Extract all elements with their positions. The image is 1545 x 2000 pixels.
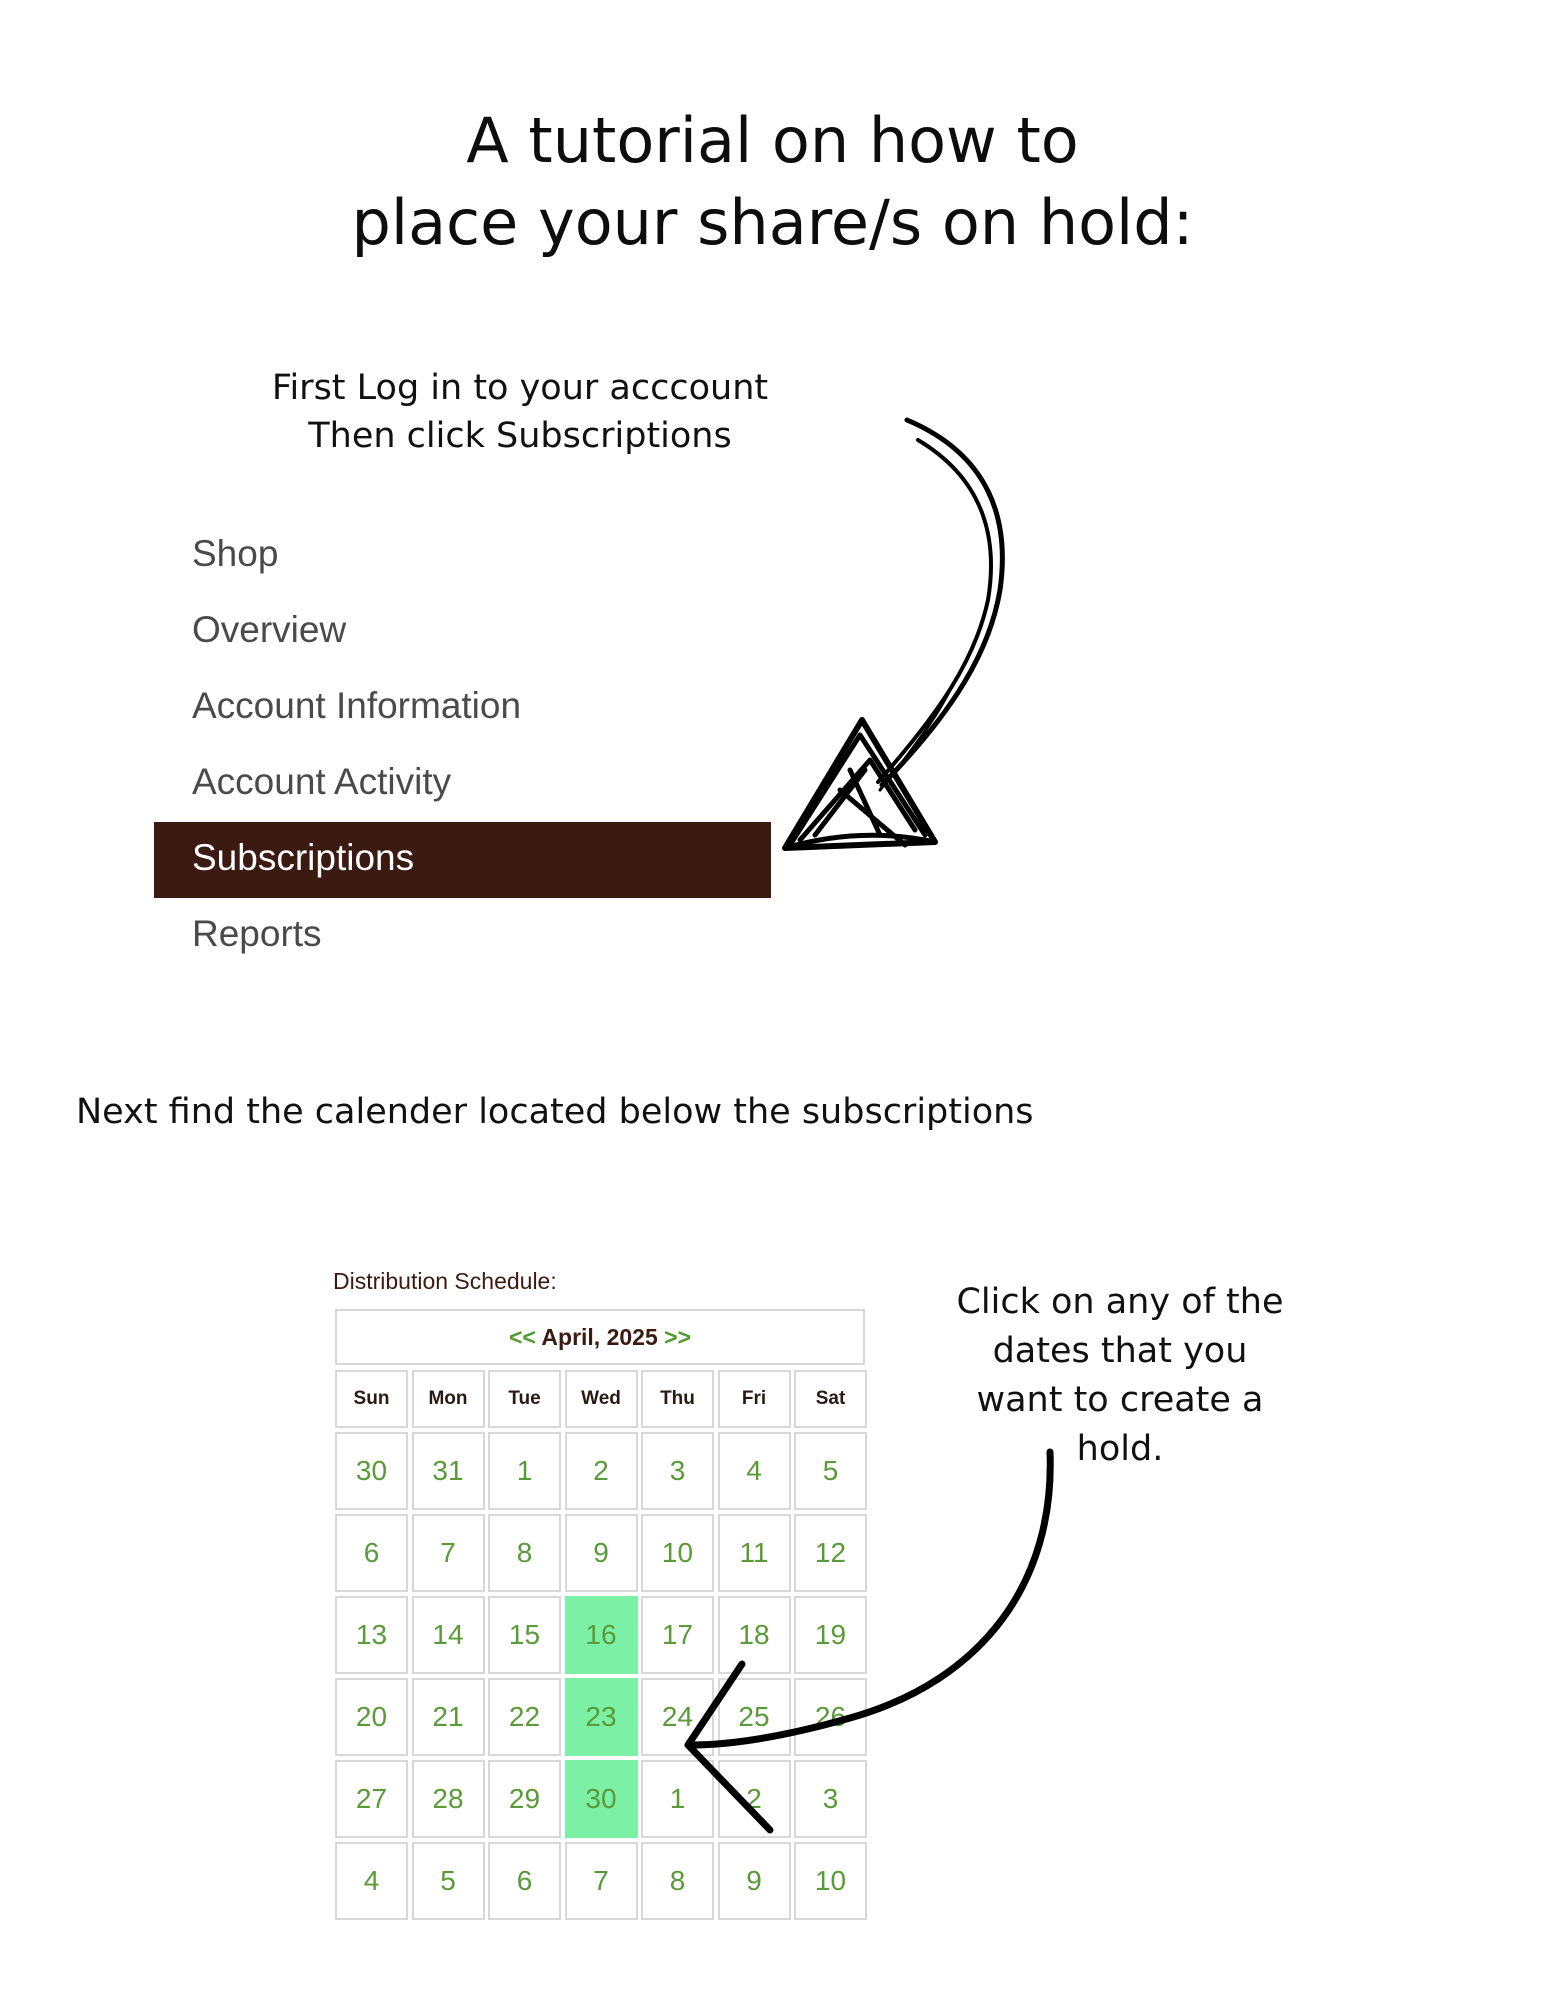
menu-item-reports[interactable]: Reports xyxy=(192,913,322,954)
calendar-day[interactable]: 17 xyxy=(641,1596,714,1674)
calendar-day-on-hold[interactable]: 23 xyxy=(565,1678,638,1756)
distribution-calendar xyxy=(335,1309,865,1920)
weekday-header: Wed xyxy=(565,1370,638,1428)
calendar-day[interactable]: 22 xyxy=(488,1678,561,1756)
calendar-day[interactable]: 1 xyxy=(641,1760,714,1838)
prev-month-link[interactable]: << xyxy=(508,1324,536,1350)
hand-drawn-arrow-icon xyxy=(785,420,1002,848)
weekday-header: Tue xyxy=(488,1370,561,1428)
calendar-day[interactable]: 25 xyxy=(718,1678,791,1756)
calendar-day[interactable]: 10 xyxy=(641,1514,714,1592)
calendar-day[interactable]: 20 xyxy=(335,1678,408,1756)
calendar-month-title: April, 2025 xyxy=(541,1324,658,1350)
menu-item-subscriptions[interactable]: Subscriptions xyxy=(154,822,771,898)
calendar-day-on-hold[interactable]: 16 xyxy=(565,1596,638,1674)
step-1-instruction xyxy=(230,364,810,460)
calendar-day[interactable]: 19 xyxy=(794,1596,867,1674)
calendar-day[interactable]: 5 xyxy=(794,1432,867,1510)
step-3-line-1: Click on any of the xyxy=(956,1282,1284,1322)
calendar-day[interactable]: 7 xyxy=(412,1514,485,1592)
calendar-day[interactable]: 28 xyxy=(412,1760,485,1838)
distribution-schedule-label: Distribution Schedule: xyxy=(333,1268,557,1294)
step-1-line-1: First Log in to your acccount xyxy=(271,368,769,408)
calendar-day[interactable]: 6 xyxy=(335,1514,408,1592)
calendar-grid xyxy=(335,1370,865,1920)
calendar-day[interactable]: 8 xyxy=(488,1514,561,1592)
next-month-link[interactable]: >> xyxy=(664,1324,692,1350)
step-3-instruction xyxy=(940,1278,1300,1474)
calendar-day[interactable]: 9 xyxy=(718,1842,791,1920)
account-menu xyxy=(154,518,771,974)
calendar-day[interactable]: 29 xyxy=(488,1760,561,1838)
weekday-header: Fri xyxy=(718,1370,791,1428)
calendar-day[interactable]: 13 xyxy=(335,1596,408,1674)
calendar-day[interactable]: 24 xyxy=(641,1678,714,1756)
page-title xyxy=(0,100,1545,264)
calendar-day[interactable]: 4 xyxy=(335,1842,408,1920)
calendar-day[interactable]: 7 xyxy=(565,1842,638,1920)
menu-item-overview[interactable]: Overview xyxy=(192,609,347,650)
weekday-header: Mon xyxy=(412,1370,485,1428)
step-2-instruction: Next find the calender located below the subscriptions xyxy=(76,1092,1034,1132)
calendar-header xyxy=(335,1309,865,1365)
calendar-day[interactable]: 2 xyxy=(565,1432,638,1510)
calendar-day[interactable]: 15 xyxy=(488,1596,561,1674)
weekday-header: Sat xyxy=(794,1370,867,1428)
title-line-1: A tutorial on how to xyxy=(466,104,1079,177)
calendar-day[interactable]: 9 xyxy=(565,1514,638,1592)
calendar-day[interactable]: 30 xyxy=(335,1432,408,1510)
calendar-day[interactable]: 3 xyxy=(641,1432,714,1510)
step-3-line-2: dates that you xyxy=(992,1331,1248,1371)
calendar-day[interactable]: 31 xyxy=(412,1432,485,1510)
calendar-day[interactable]: 18 xyxy=(718,1596,791,1674)
calendar-day[interactable]: 21 xyxy=(412,1678,485,1756)
step-1-line-2: Then click Subscriptions xyxy=(308,416,732,456)
weekday-header: Thu xyxy=(641,1370,714,1428)
calendar-day[interactable]: 10 xyxy=(794,1842,867,1920)
menu-item-account-activity[interactable]: Account Activity xyxy=(192,761,452,802)
calendar-day[interactable]: 8 xyxy=(641,1842,714,1920)
calendar-day[interactable]: 5 xyxy=(412,1842,485,1920)
calendar-day[interactable]: 1 xyxy=(488,1432,561,1510)
calendar-day[interactable]: 6 xyxy=(488,1842,561,1920)
title-line-2: place your share/s on hold: xyxy=(351,186,1194,259)
calendar-day[interactable]: 2 xyxy=(718,1760,791,1838)
calendar-day-on-hold[interactable]: 30 xyxy=(565,1760,638,1838)
menu-item-account-information[interactable]: Account Information xyxy=(192,685,522,726)
calendar-day[interactable]: 11 xyxy=(718,1514,791,1592)
calendar-day[interactable]: 14 xyxy=(412,1596,485,1674)
calendar-day[interactable]: 3 xyxy=(794,1760,867,1838)
menu-item-shop[interactable]: Shop xyxy=(192,533,279,574)
weekday-header: Sun xyxy=(335,1370,408,1428)
step-3-line-4: hold. xyxy=(1076,1429,1164,1469)
calendar-day[interactable]: 26 xyxy=(794,1678,867,1756)
calendar-day[interactable]: 27 xyxy=(335,1760,408,1838)
calendar-day[interactable]: 12 xyxy=(794,1514,867,1592)
step-3-line-3: want to create a xyxy=(976,1380,1264,1420)
calendar-day[interactable]: 4 xyxy=(718,1432,791,1510)
